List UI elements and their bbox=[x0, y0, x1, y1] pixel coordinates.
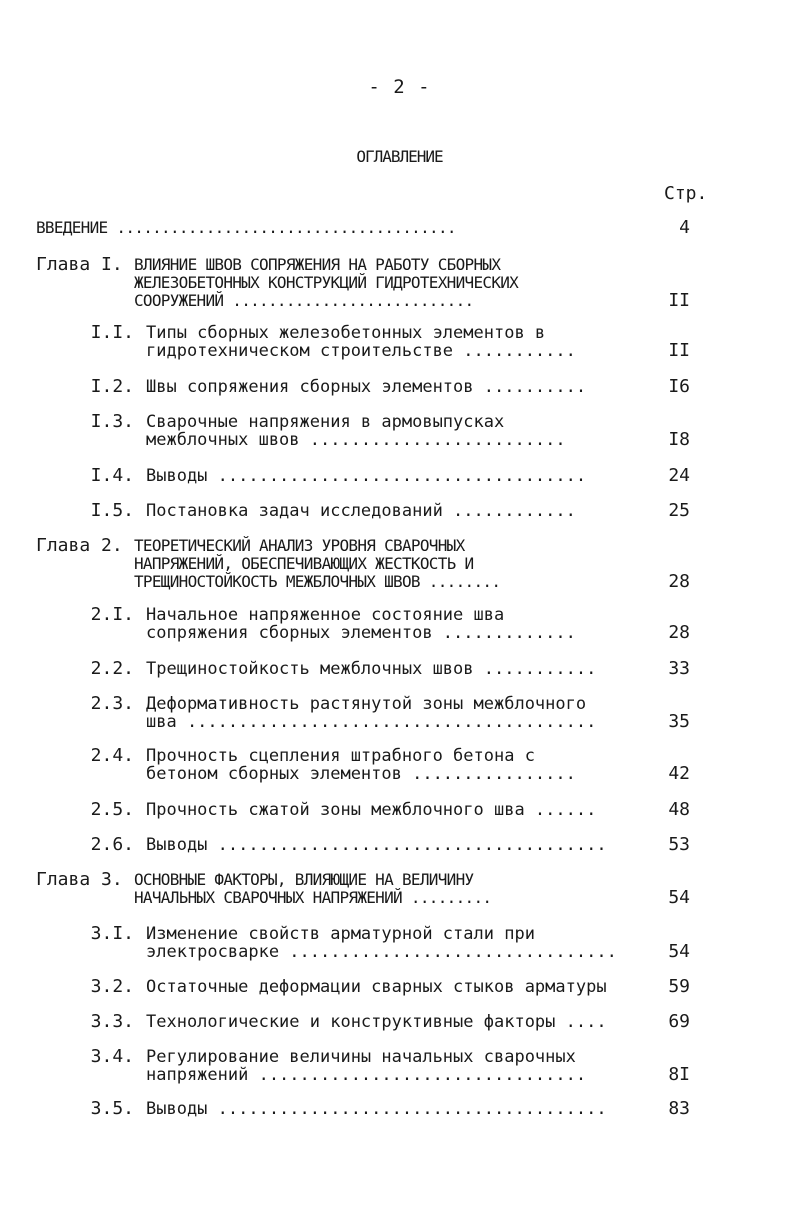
toc-entry-title bbox=[146, 413, 566, 449]
toc-entry-title-line: Регулирование величины начальных сварочных bbox=[146, 1047, 576, 1067]
toc-entry-number: Глава 3. bbox=[36, 869, 123, 890]
toc-entry-page: I8 bbox=[668, 429, 690, 450]
toc-entry-number: 3.4. bbox=[90, 1046, 134, 1067]
toc-entry-number: I.4. bbox=[90, 465, 134, 486]
toc-entry-number: I.2. bbox=[90, 376, 134, 397]
toc-entry-number: 2.4. bbox=[90, 745, 134, 766]
toc-entry-number: I.5. bbox=[90, 500, 134, 521]
toc-entry-number: 2.I. bbox=[90, 604, 134, 625]
toc-entry-title bbox=[146, 606, 576, 642]
toc-entry-title bbox=[146, 660, 596, 678]
toc-entry-number: 2.2. bbox=[90, 658, 134, 679]
toc-entry-title-line: СООРУЖЕНИЙ ........................... bbox=[134, 291, 474, 310]
toc-entry-title-line: ЖЕЛЕЗОБЕТОННЫХ КОНСТРУКЦИЙ ГИДРОТЕХНИЧЕСКИХ bbox=[134, 273, 519, 292]
toc-entry-title bbox=[134, 871, 491, 907]
toc-entry-title-line: Прочность сцепления штрабного бетона с bbox=[146, 746, 535, 766]
toc-entry-page: II bbox=[668, 340, 690, 361]
toc-entry-title-line: НАПРЯЖЕНИЙ, ОБЕСПЕЧИВАЮЩИХ ЖЕСТКОСТЬ И bbox=[134, 554, 474, 573]
toc-entry-title bbox=[146, 502, 576, 520]
toc-entry-page: 48 bbox=[668, 799, 690, 820]
toc-entry-title-line: шва ........................................ bbox=[146, 712, 597, 732]
toc-entry-title bbox=[146, 836, 607, 854]
toc-entry-title bbox=[146, 324, 576, 360]
toc-entry-page: 54 bbox=[668, 887, 690, 908]
toc-entry-title bbox=[146, 695, 596, 731]
toc-entry-title-line: межблочных швов ......................... bbox=[146, 430, 566, 450]
toc-entry-page: 4 bbox=[679, 217, 690, 238]
toc-entry-number: I.I. bbox=[90, 322, 134, 343]
toc-entry-title bbox=[146, 1100, 607, 1118]
toc-entry-title-line: Начальное напряженное состояние шва bbox=[146, 605, 505, 625]
toc-entry-title-line: сопряжения сборных элементов ............. bbox=[146, 623, 576, 643]
toc-entry-title-line: Прочность сжатой зоны межблочного шва ...... bbox=[146, 800, 597, 820]
toc-entry-title-line: Выводы ...................................... bbox=[146, 1099, 607, 1119]
toc-entry-page: 54 bbox=[668, 941, 690, 962]
toc-entry-title-line: Постановка задач исследований ............ bbox=[146, 501, 576, 521]
toc-entry-number: Глава I. bbox=[36, 254, 123, 275]
toc-entry-title-line: Деформативность растянутой зоны межблочного bbox=[146, 694, 587, 714]
toc-entry-title bbox=[36, 219, 456, 237]
toc-entry-number: 2.6. bbox=[90, 834, 134, 855]
toc-entry-number: 3.I. bbox=[90, 923, 134, 944]
toc-entry-title bbox=[146, 978, 607, 996]
toc-entry-title-line: Типы сборных железобетонных элементов в bbox=[146, 323, 546, 343]
toc-entry-title-line: Выводы .................................... bbox=[146, 466, 587, 486]
toc-entry-title-line: Изменение свойств арматурной стали при bbox=[146, 924, 535, 944]
toc-entry-title-line: Выводы ...................................... bbox=[146, 835, 607, 855]
toc-entry-title-line: ВЛИЯНИЕ ШВОВ СОПРЯЖЕНИЯ НА РАБОТУ СБОРНЫХ bbox=[134, 255, 501, 274]
toc-entry-page: 83 bbox=[668, 1098, 690, 1119]
toc-entry-title bbox=[146, 378, 586, 396]
toc-entry-page: 33 bbox=[668, 658, 690, 679]
toc-entry-title-line: гидротехническом строительстве ........... bbox=[146, 341, 576, 361]
toc-entry-page: 42 bbox=[668, 763, 690, 784]
toc-entry-number: Глава 2. bbox=[36, 535, 123, 556]
toc-entry-title bbox=[134, 537, 500, 591]
toc-entry-number: 3.2. bbox=[90, 976, 134, 997]
toc-entry-page: II bbox=[668, 290, 690, 311]
toc-entry-title-line: НАЧАЛЬНЫХ СВАРОЧНЫХ НАПРЯЖЕНИЙ ......... bbox=[134, 888, 492, 907]
toc-entry-page: 53 bbox=[668, 834, 690, 855]
toc-entry-title bbox=[134, 256, 518, 310]
toc-entry-title-line: Остаточные деформации сварных стыков арматуры bbox=[146, 977, 607, 997]
toc-entry-title-line: ВВЕДЕНИЕ ...................................... bbox=[36, 218, 456, 237]
toc-entry-title-line: Технологические и конструктивные факторы .... bbox=[146, 1012, 607, 1032]
toc-entry-title bbox=[146, 1013, 607, 1031]
toc-entry-title-line: ОСНОВНЫЕ ФАКТОРЫ, ВЛИЯЮЩИЕ НА ВЕЛИЧИНУ bbox=[134, 870, 474, 889]
toc-entry-number: 3.5. bbox=[90, 1098, 134, 1119]
toc-entry-title-line: ТРЕЩИНОСТОЙКОСТЬ МЕЖБЛОЧНЫХ ШВОВ ........ bbox=[134, 572, 501, 591]
toc-entry-title-line: электросварке ................................ bbox=[146, 942, 617, 962]
toc-entry-page: 24 bbox=[668, 465, 690, 486]
toc-entry-page: 28 bbox=[668, 622, 690, 643]
toc-entry-title bbox=[146, 747, 576, 783]
toc-entry-number: 2.3. bbox=[90, 693, 134, 714]
page-number: - 2 - bbox=[368, 76, 431, 98]
toc-entry-title-line: напряжений ................................ bbox=[146, 1065, 587, 1085]
page-column-label: Стр. bbox=[664, 183, 708, 204]
toc-entry-title-line: бетоном сборных элементов ................ bbox=[146, 764, 576, 784]
toc-entry-page: 59 bbox=[668, 976, 690, 997]
toc-entry-page: 69 bbox=[668, 1011, 690, 1032]
toc-entry-number: 3.3. bbox=[90, 1011, 134, 1032]
toc-entry-page: 25 bbox=[668, 500, 690, 521]
toc-entry-page: 28 bbox=[668, 571, 690, 592]
toc-entry-title bbox=[146, 1048, 586, 1084]
toc-entry-page: 8I bbox=[668, 1064, 690, 1085]
toc-entry-page: I6 bbox=[668, 376, 690, 397]
toc-entry-title-line: Швы сопряжения сборных элементов .......... bbox=[146, 377, 587, 397]
toc-entry-number: I.3. bbox=[90, 411, 134, 432]
toc-entry-number: 2.5. bbox=[90, 799, 134, 820]
toc-entry-title-line: Трещиностойкость межблочных швов ........... bbox=[146, 659, 597, 679]
toc-entry-title-line: Сварочные напряжения в армовыпусках bbox=[146, 412, 505, 432]
toc-entry-title-line: ТЕОРЕТИЧЕСКИЙ АНАЛИЗ УРОВНЯ СВАРОЧНЫХ bbox=[134, 536, 465, 555]
toc-entry-title bbox=[146, 467, 586, 485]
toc-title: ОГЛАВЛЕНИЕ bbox=[356, 147, 443, 166]
toc-entry-title bbox=[146, 925, 617, 961]
toc-entry-title bbox=[146, 801, 596, 819]
toc-entry-page: 35 bbox=[668, 711, 690, 732]
